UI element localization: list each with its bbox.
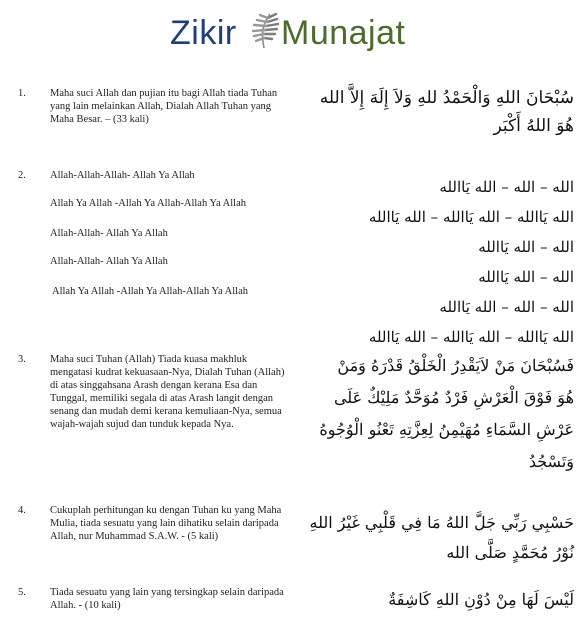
item-arabic: [284, 84, 574, 140]
item-number: 2.: [18, 170, 26, 181]
arabic-line: الله يَاالله – الله يَاالله – الله يَاالله: [368, 208, 574, 226]
item-number: 4.: [18, 505, 26, 516]
arabic-line: الله يَاالله – الله يَاالله – الله يَاالله: [368, 328, 574, 346]
arabic-line: حَسْبِي رَبِّي جَلَّ اللهُ مَا فِي قَلْبِي غَيْرُ اللهِ: [309, 513, 574, 532]
item-arabic: [284, 586, 574, 614]
arabic-line: لَيْسَ لَهَا مِنْ دُوْنِ اللهِ كَاشِفَةٌ: [388, 590, 574, 609]
arabic-line: هُوَ فَوْقَ الْعَرْشِ فَرْدٌ مُوَحَّدٌ مَلِيْكٌ عَلَى: [333, 388, 574, 407]
item-number: 5.: [18, 587, 26, 598]
item-arabic: [284, 172, 574, 352]
zikir-munajat-logo: [0, 10, 588, 58]
logo-title-munajat: Munajat: [281, 14, 406, 52]
item-translation: Tiada sesuatu yang lain yang tersingkap selain daripada Allah. - (10 kali): [50, 587, 284, 611]
arabic-line: نُوْرُ مُحَمَّدٍ صَلَّى الله: [446, 543, 574, 562]
arabic-line: عَرْشِ السَّمَاءِ مُهَيْمِنُ لِعِزَّتِهِ تَعْنُو الْوُجُوهُ: [319, 420, 574, 439]
arabic-line: الله – الله يَاالله: [478, 238, 574, 256]
item-translation-line: Allah-Allah-Allah- Allah Ya Allah: [50, 170, 195, 181]
arabic-line: فَسُبْحَانَ مَنْ لاَيَقْدِرُ الْخَلْقُ قَدْرَهُ وَمَنْ: [337, 356, 574, 375]
item-translation-line: Allah Ya Allah -Allah Ya Allah-Allah Ya Allah: [52, 286, 249, 297]
item-translation-line: Allah Ya Allah -Allah Ya Allah-Allah Ya Allah: [50, 198, 247, 209]
item-number: 1.: [18, 88, 26, 99]
arabic-line: الله – الله – الله يَاالله: [439, 298, 574, 316]
logo-title-zikir: Zikir: [170, 14, 237, 52]
leaf-icon: [246, 10, 282, 50]
arabic-line: الله – الله يَاالله: [478, 268, 574, 286]
arabic-line: الله – الله – الله يَاالله: [439, 178, 574, 196]
item-translation-line: Allah-Allah- Allah Ya Allah: [50, 228, 168, 239]
arabic-line: سُبْحَانَ اللهِ وَالْحَمْدُ للهِ وَلاَ إِلَهَ إِلاَّ الله: [319, 88, 574, 108]
item-translation-line: Allah-Allah- Allah Ya Allah: [50, 256, 168, 267]
item-translation: Maha suci Tuhan (Allah) Tiada kuasa makhluk mengatasi kudrat kekuasaan-Nya, Dialah Tuhan (Allah) di atas singgahsana Arash dengan kerana Esa dan Tunggal, memiliki segala di atas Arash langit dengan senang dan mudah demi kerana kemuliaan-Nya, semua wajah-wajah sujud dan tunduk kepada Nya.: [50, 354, 285, 430]
arabic-line: وَتَسْجُدُ: [528, 452, 574, 471]
item-translation: Cukuplah perhitungan ku dengan Tuhan ku yang Maha Mulia, tiada sesuatu yang lain dihatiku selain daripada Allah, nur Muhammad S.A.W. - (5 kali): [50, 505, 282, 542]
arabic-line: هُوَ اللهُ أَكْبَر: [493, 116, 574, 136]
item-arabic: [284, 350, 574, 478]
item-number: 3.: [18, 354, 26, 365]
item-translation: Maha suci Allah dan pujian itu bagi Allah tiada Tuhan yang lain melainkan Allah, Dialah Allah Tuhan yang Maha Besar. – (33 kali): [50, 88, 278, 125]
item-arabic: [284, 508, 574, 568]
